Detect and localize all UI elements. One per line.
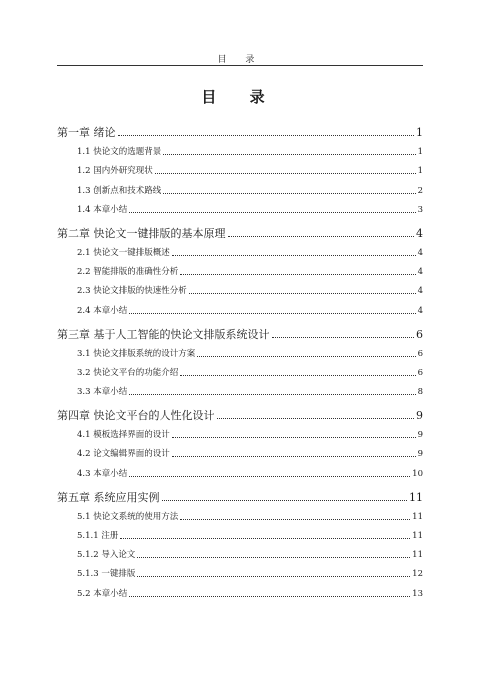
dot-leader [272,337,415,338]
toc-chapter-entry[interactable] [57,321,423,341]
dot-leader [137,576,410,577]
toc-entry-label: 1.2 国内外研究现状 [77,166,153,177]
toc-entry-label: 第五章 系统应用实例 [57,490,160,504]
dot-leader [228,236,415,237]
toc-entry-label: 2.3 快论文排版的快速性分析 [77,286,187,297]
toc-page-number: 4 [417,286,423,297]
toc-section-entry[interactable] [57,158,423,177]
toc-entry-label: 第四章 快论文平台的人性化设计 [57,409,215,423]
dot-leader [180,519,410,520]
toc-entry-label: 1.1 快论文的选题背景 [77,147,162,158]
dot-leader [172,255,416,256]
dot-leader [163,193,415,194]
dot-leader [197,356,415,357]
toc-page-number: 4 [417,267,423,278]
toc-section-entry[interactable] [57,441,423,460]
toc-page-number: 11 [409,490,423,504]
toc-section-entry[interactable] [57,297,423,316]
page-title: 目 录 [201,88,279,106]
toc-page-number: 9 [417,449,423,460]
toc-entry-label: 2.1 快论文一键排版概述 [77,247,170,258]
dot-leader [129,476,410,477]
toc-page-number: 1 [417,166,423,177]
dot-leader [129,212,415,213]
toc-section-entry[interactable] [57,561,423,580]
toc-page-number: 6 [417,348,423,359]
toc-section-entry[interactable] [57,197,423,216]
dot-leader [217,418,415,419]
dot-leader [162,500,408,501]
toc-section-entry[interactable] [57,523,423,542]
toc-page-number: 12 [412,569,423,580]
toc-page-number: 3 [417,204,423,215]
toc-entry-label: 2.4 本章小结 [77,305,128,316]
header-rule [57,65,423,66]
toc-entry-label: 5.1 快论文系统的使用方法 [77,511,179,522]
toc-page-number: 11 [412,550,423,561]
toc-entry-label: 3.3 本章小结 [77,387,128,398]
dot-leader [180,274,415,275]
toc-entry-label: 1.3 创新点和技术路线 [77,185,162,196]
dot-leader [120,538,410,539]
dot-leader [137,557,410,558]
toc-chapter-entry[interactable] [57,119,423,139]
toc-entry-label: 第三章 基于人工智能的快论文排版系统设计 [57,327,270,341]
toc-page-number: 8 [417,387,423,398]
toc-page-number: 9 [417,430,423,441]
dot-leader [129,596,410,597]
toc-page-number: 6 [416,327,423,341]
toc-entry-label: 4.2 论文编辑界面的设计 [77,449,170,460]
dot-leader [155,173,416,174]
toc-entry-label: 5.1.2 导入论文 [77,550,136,561]
toc-section-entry[interactable] [57,379,423,398]
toc-page-number: 4 [417,305,423,316]
toc-page-number: 9 [416,409,423,423]
toc-entry-label: 5.1.3 一键排版 [77,569,136,580]
toc-page-number: 11 [412,511,423,522]
toc-page-number: 10 [412,468,423,479]
toc-entry-label: 1.4 本章小结 [77,204,128,215]
toc-chapter-entry[interactable] [57,402,423,422]
toc-entry-label: 4.1 模板选择界面的设计 [77,430,170,441]
toc-entry-label: 5.2 本章小结 [77,588,128,599]
toc-page-number: 6 [417,367,423,378]
toc-section-entry[interactable] [57,422,423,441]
toc-section-entry[interactable] [57,341,423,360]
dot-leader [118,135,415,136]
toc-section-entry[interactable] [57,240,423,259]
toc-section-entry[interactable] [57,259,423,278]
toc-page-number: 13 [412,588,423,599]
toc-entry-label: 5.1.1 注册 [77,531,119,541]
dot-leader [172,456,416,457]
dot-leader [163,154,415,155]
dot-leader [129,313,415,314]
toc-section-entry[interactable] [57,460,423,479]
dot-leader [189,293,416,294]
toc-entry-label: 第二章 快论文一键排版的基本原理 [57,226,226,240]
toc-entry-label: 3.2 快论文平台的功能介绍 [77,367,179,378]
toc-entry-label: 3.1 快论文排版系统的设计方案 [77,348,196,359]
dot-leader [129,394,415,395]
toc-entry-label: 第一章 绪论 [57,126,116,139]
toc-section-entry[interactable] [57,504,423,523]
toc-chapter-entry[interactable] [57,220,423,240]
table-of-contents [57,119,423,600]
toc-section-entry[interactable] [57,542,423,561]
toc-section-entry[interactable] [57,139,423,158]
toc-section-entry[interactable] [57,278,423,297]
toc-entry-label: 2.2 智能排版的准确性分析 [77,267,179,278]
toc-page-number: 4 [417,247,423,258]
toc-section-entry[interactable] [57,177,423,196]
toc-chapter-entry[interactable] [57,484,423,504]
dot-leader [172,437,416,438]
running-header: 目 录 [217,55,263,65]
toc-entry-label: 4.3 本章小结 [77,468,128,479]
toc-page-number: 1 [416,126,423,139]
toc-section-entry[interactable] [57,360,423,379]
toc-page-number: 1 [417,147,423,158]
dot-leader [180,375,415,376]
toc-page-number: 11 [412,531,423,541]
toc-section-entry[interactable] [57,580,423,599]
toc-page-number: 4 [416,226,423,240]
toc-page-number: 2 [417,185,423,196]
